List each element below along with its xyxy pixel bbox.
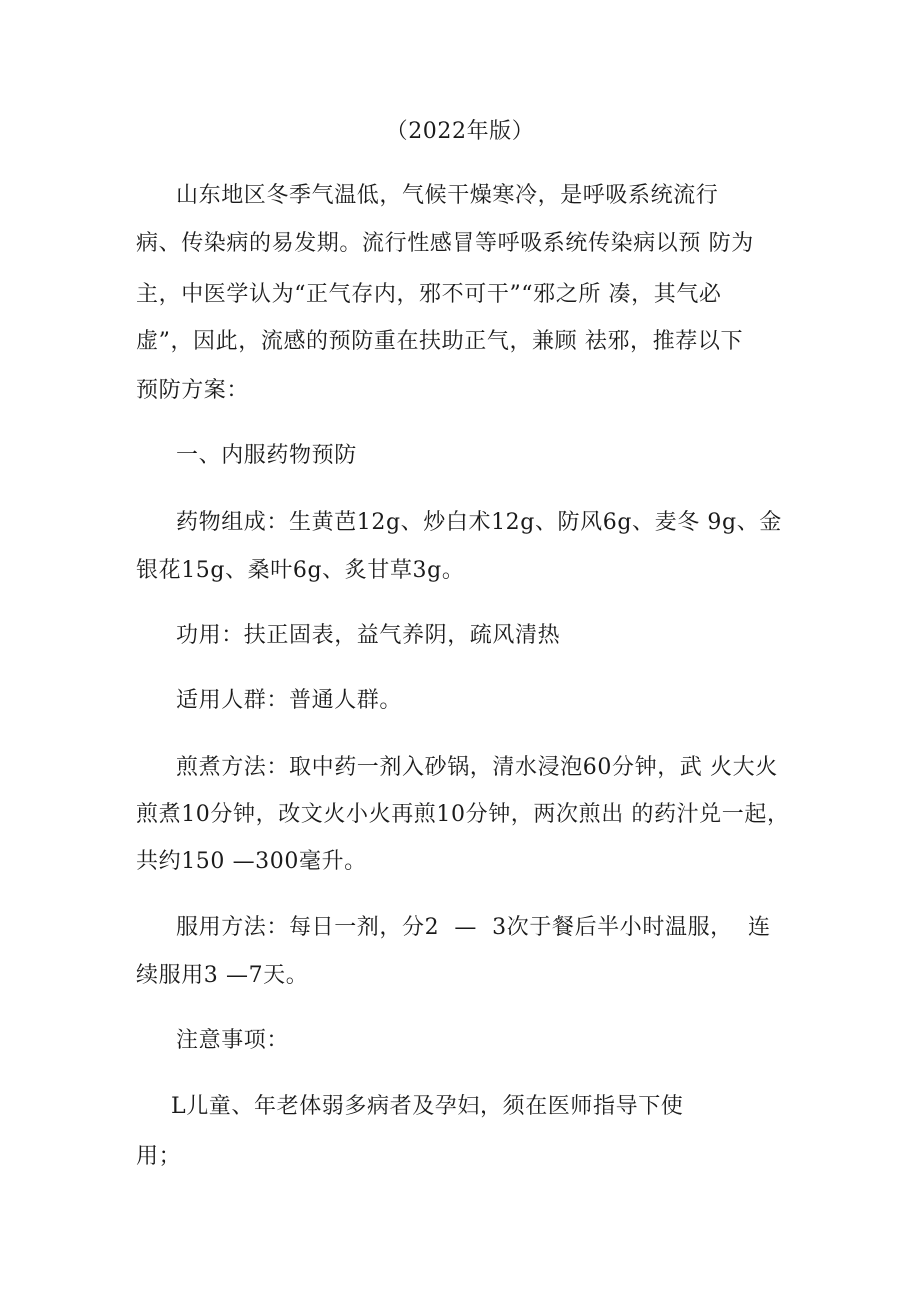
composition-line-2: 银花15g、桑叶6g、炙甘草3g。 [136,558,465,583]
usage-line-1: 服用方法：每日一剂，分2 — 3次于餐后半小时温服， 连 [176,915,771,940]
intro-line-3: 主，中医学认为“正气存内，邪不可干”“邪之所 凑，其气必 [136,282,722,307]
edition-title: （2022年版） [385,119,535,144]
intro-line-1: 山东地区冬季气温低，气候干燥寒冷，是呼吸系统流行 [176,183,719,208]
section-heading: 一、内服药物预防 [176,443,357,468]
composition-line-1: 药物组成：生黄芭12g、炒白术12g、防风6g、麦冬 9g、金 [176,510,782,535]
usage-line-2: 续服用3 —7天。 [136,963,309,988]
intro-line-4: 虚”，因此，流感的预防重在扶助正气，兼顾 祛邪，推荐以下 [136,329,744,354]
function-line: 功用：扶正固表，益气养阴，疏风清热 [176,623,561,648]
note-line-1: L儿童、年老体弱多病者及孕妇，须在医师指导下使 [171,1094,684,1119]
decoction-line-1: 煎煮方法：取中药一剂入砂锅，清水浸泡60分钟，武 火大火 [176,755,778,780]
decoction-line-3: 共约150 —300毫升。 [136,849,367,874]
intro-line-5: 预防方案： [136,378,250,403]
decoction-line-2: 煎煮10分钟，改文火小火再煎10分钟，两次煎出 的药汁兑一起， [136,802,790,827]
intro-line-2: 病、传染病的易发期。流行性感冒等呼吸系统传染病以预 防为 [136,231,754,256]
population-line: 适用人群：普通人群。 [176,688,403,713]
note-line-2: 用； [136,1144,182,1169]
notes-heading: 注意事项： [176,1028,290,1053]
